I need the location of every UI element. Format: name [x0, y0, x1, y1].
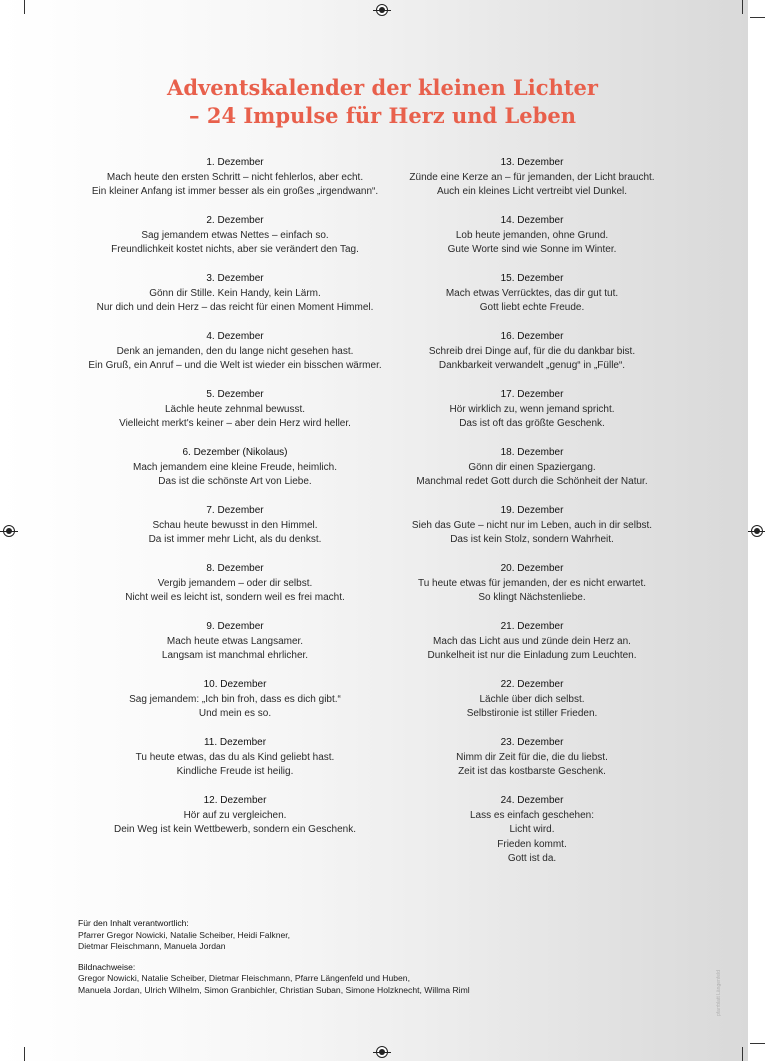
calendar-entry: [75, 156, 395, 200]
calendar-entry: [372, 794, 692, 867]
responsible-line: Dietmar Fleischmann, Manuela Jordan: [78, 941, 226, 951]
entry-text-line: Gott ist da.: [507, 853, 557, 864]
entry-date: 4. Dezember: [206, 331, 264, 342]
photo-credits-heading: Bildnachweise:: [78, 961, 136, 972]
entry-date: 12. Dezember: [203, 795, 267, 806]
entry-text-line: Auch ein kleines Licht vertreibt viel Dunkel.: [436, 186, 628, 197]
title-line-1: Adventskalender der kleinen Lichter: [167, 75, 598, 100]
entry-text-line: Lächle heute zehnmal bewusst.: [164, 403, 306, 415]
registration-mark-left: [3, 525, 15, 537]
entry-date: 13. Dezember: [500, 157, 564, 168]
entry-text-line: Das ist kein Stolz, sondern Wahrheit.: [450, 534, 614, 545]
entry-text-line: Gute Worte sind wie Sonne im Winter.: [447, 244, 617, 255]
responsible-heading: Für den Inhalt verantwortlich:: [78, 918, 189, 928]
entry-date: 10. Dezember: [203, 679, 267, 690]
entry-text-line: Frieden kommt.: [497, 838, 567, 850]
entry-text-line: Kindliche Freude ist heilig.: [176, 766, 294, 777]
entry-text-line: Mach etwas Verrücktes, das dir gut tut.: [445, 287, 619, 299]
entry-text-line: Nicht weil es leicht ist, sondern weil es frei macht.: [125, 592, 345, 603]
photo-credits-line: Manuela Jordan, Ulrich Wilhelm, Simon Granbichler, Christian Suban, Simone Holzknecht, Willma Riml: [78, 984, 470, 995]
calendar-entry: [372, 156, 692, 200]
entry-date: 20. Dezember: [500, 563, 564, 574]
entry-date: 19. Dezember: [500, 505, 564, 516]
right-calendar-column: [372, 156, 692, 881]
entry-text-line: Nimm dir Zeit für die, die du liebst.: [456, 751, 608, 763]
calendar-entry: [372, 504, 692, 548]
entry-text-line: Freundlichkeit kostet nichts, aber sie verändert den Tag.: [111, 244, 359, 255]
calendar-entry: [372, 620, 692, 664]
responsible-block: [78, 918, 470, 953]
calendar-entry: [75, 736, 395, 780]
side-print-code: pfarrblatt Längenfeld: [716, 970, 722, 1016]
entry-text-line: Selbstironie ist stiller Frieden.: [466, 708, 598, 719]
photo-credits-block: [78, 962, 470, 997]
entry-text-line: Tu heute etwas für jemanden, der es nicht erwartet.: [417, 577, 647, 589]
entry-text-line: Gott liebt echte Freude.: [479, 302, 585, 313]
entry-date: 15. Dezember: [500, 273, 564, 284]
photo-credits-line: Gregor Nowicki, Natalie Scheiber, Dietmar Fleischmann, Pfarre Längenfeld und Huben,: [78, 973, 410, 983]
calendar-entry: [75, 272, 395, 316]
entry-text-line: Da ist immer mehr Licht, als du denkst.: [148, 534, 322, 545]
entry-date: 18. Dezember: [500, 447, 564, 458]
entry-text-line: Lass es einfach geschehen:: [470, 809, 594, 821]
entry-text-line: Sieh das Gute – nicht nur im Leben, auch in dir selbst.: [411, 519, 653, 531]
entry-date: 24. Dezember: [500, 795, 564, 806]
calendar-entry: [372, 330, 692, 374]
entry-text-line: Zeit ist das kostbarste Geschenk.: [458, 766, 606, 777]
entry-text-line: Schau heute bewusst in den Himmel.: [152, 519, 318, 531]
entry-date: 17. Dezember: [500, 389, 564, 400]
calendar-entry: [372, 214, 692, 258]
page-title: [0, 74, 765, 130]
calendar-entry: [75, 214, 395, 258]
entry-text-line: Hör auf zu vergleichen.: [183, 809, 287, 821]
entry-text-line: Gönn dir Stille. Kein Handy, kein Lärm.: [149, 287, 321, 299]
calendar-entry: [372, 678, 692, 722]
entry-text-line: Dein Weg ist kein Wettbewerb, sondern ein Geschenk.: [114, 824, 356, 835]
calendar-entry: [75, 504, 395, 548]
calendar-entry: [372, 562, 692, 606]
entry-text-line: Langsam ist manchmal ehrlicher.: [161, 650, 309, 661]
entry-text-line: Vielleicht merkt's keiner – aber dein Herz wird heller.: [119, 418, 351, 429]
entry-text-line: Tu heute etwas, das du als Kind geliebt hast.: [135, 751, 335, 763]
entry-text-line: Sag jemandem: „Ich bin froh, dass es dich gibt.“: [129, 693, 341, 705]
entry-date: 5. Dezember: [206, 389, 264, 400]
entry-text-line: Ein kleiner Anfang ist immer besser als ein großes „irgendwann“.: [91, 186, 379, 197]
crop-mark-top-right: [742, 0, 743, 14]
entry-text-line: Schreib drei Dinge auf, für die du dankbar bist.: [428, 345, 636, 357]
entry-date: 22. Dezember: [500, 679, 564, 690]
calendar-entry: [372, 736, 692, 780]
entry-date: 3. Dezember: [206, 273, 264, 284]
calendar-entry: [75, 446, 395, 490]
entry-text-line: Vergib jemandem – oder dir selbst.: [157, 577, 313, 589]
entry-date: 16. Dezember: [500, 331, 564, 342]
entry-date: 2. Dezember: [206, 215, 264, 226]
entry-text-line: Manchmal redet Gott durch die Schönheit der Natur.: [416, 476, 648, 487]
entry-text-line: Mach jemandem eine kleine Freude, heimlich.: [133, 461, 337, 473]
entry-text-line: Lob heute jemanden, ohne Grund.: [455, 229, 609, 241]
left-calendar-column: [75, 156, 395, 852]
entry-date: 21. Dezember: [500, 621, 564, 632]
credits-section: [78, 918, 470, 1005]
entry-text-line: Licht wird.: [509, 824, 555, 835]
crop-mark-bottom-right-h: [750, 1043, 765, 1044]
crop-mark-bottom-right: [742, 1047, 743, 1061]
entry-text-line: Mach heute etwas Langsamer.: [166, 635, 304, 647]
entry-date: 1. Dezember: [206, 157, 264, 168]
entry-text-line: Ein Gruß, ein Anruf – und die Welt ist wieder ein bisschen wärmer.: [88, 360, 382, 371]
registration-mark-top: [376, 4, 388, 16]
crop-mark-top-left: [24, 0, 25, 14]
entry-date: 9. Dezember: [206, 621, 264, 632]
entry-date: 23. Dezember: [500, 737, 564, 748]
calendar-entry: [75, 678, 395, 722]
entry-date: 6. Dezember (Nikolaus): [182, 447, 288, 458]
crop-mark-bottom-left: [24, 1047, 25, 1061]
entry-text-line: Dunkelheit ist nur die Einladung zum Leuchten.: [427, 650, 637, 661]
entry-text-line: Das ist oft das größte Geschenk.: [459, 418, 605, 429]
crop-mark-top-right-h: [750, 17, 765, 18]
entry-text-line: So klingt Nächstenliebe.: [478, 592, 586, 603]
calendar-entry: [372, 446, 692, 490]
entry-text-line: Und mein es so.: [198, 708, 272, 719]
entry-date: 7. Dezember: [206, 505, 264, 516]
entry-text-line: Lächle über dich selbst.: [479, 693, 585, 705]
calendar-entry: [75, 794, 395, 838]
entry-text-line: Mach das Licht aus und zünde dein Herz an.: [433, 635, 631, 647]
responsible-line: Pfarrer Gregor Nowicki, Natalie Scheiber, Heidi Falkner,: [78, 929, 291, 940]
calendar-entry: [75, 388, 395, 432]
entry-date: 8. Dezember: [206, 563, 264, 574]
entry-text-line: Sag jemandem etwas Nettes – einfach so.: [141, 229, 329, 241]
calendar-entry: [75, 562, 395, 606]
title-line-2: – 24 Impulse für Herz und Leben: [189, 103, 576, 128]
entry-text-line: Gönn dir einen Spaziergang.: [468, 461, 596, 473]
calendar-entry: [75, 330, 395, 374]
entry-text-line: Das ist die schönste Art von Liebe.: [158, 476, 312, 487]
registration-mark-right: [751, 525, 763, 537]
calendar-entry: [75, 620, 395, 664]
registration-mark-bottom: [376, 1046, 388, 1058]
entry-date: 11. Dezember: [203, 737, 267, 748]
entry-text-line: Nur dich und dein Herz – das reicht für einen Moment Himmel.: [96, 302, 374, 313]
entry-text-line: Dankbarkeit verwandelt „genug“ in „Fülle“.: [438, 360, 626, 371]
entry-text-line: Mach heute den ersten Schritt – nicht fehlerlos, aber echt.: [106, 171, 364, 183]
calendar-entry: [372, 272, 692, 316]
entry-text-line: Zünde eine Kerze an – für jemanden, der Licht braucht.: [409, 171, 655, 183]
entry-date: 14. Dezember: [500, 215, 564, 226]
calendar-entry: [372, 388, 692, 432]
entry-text-line: Hör wirklich zu, wenn jemand spricht.: [449, 403, 615, 415]
entry-text-line: Denk an jemanden, den du lange nicht gesehen hast.: [116, 345, 354, 357]
